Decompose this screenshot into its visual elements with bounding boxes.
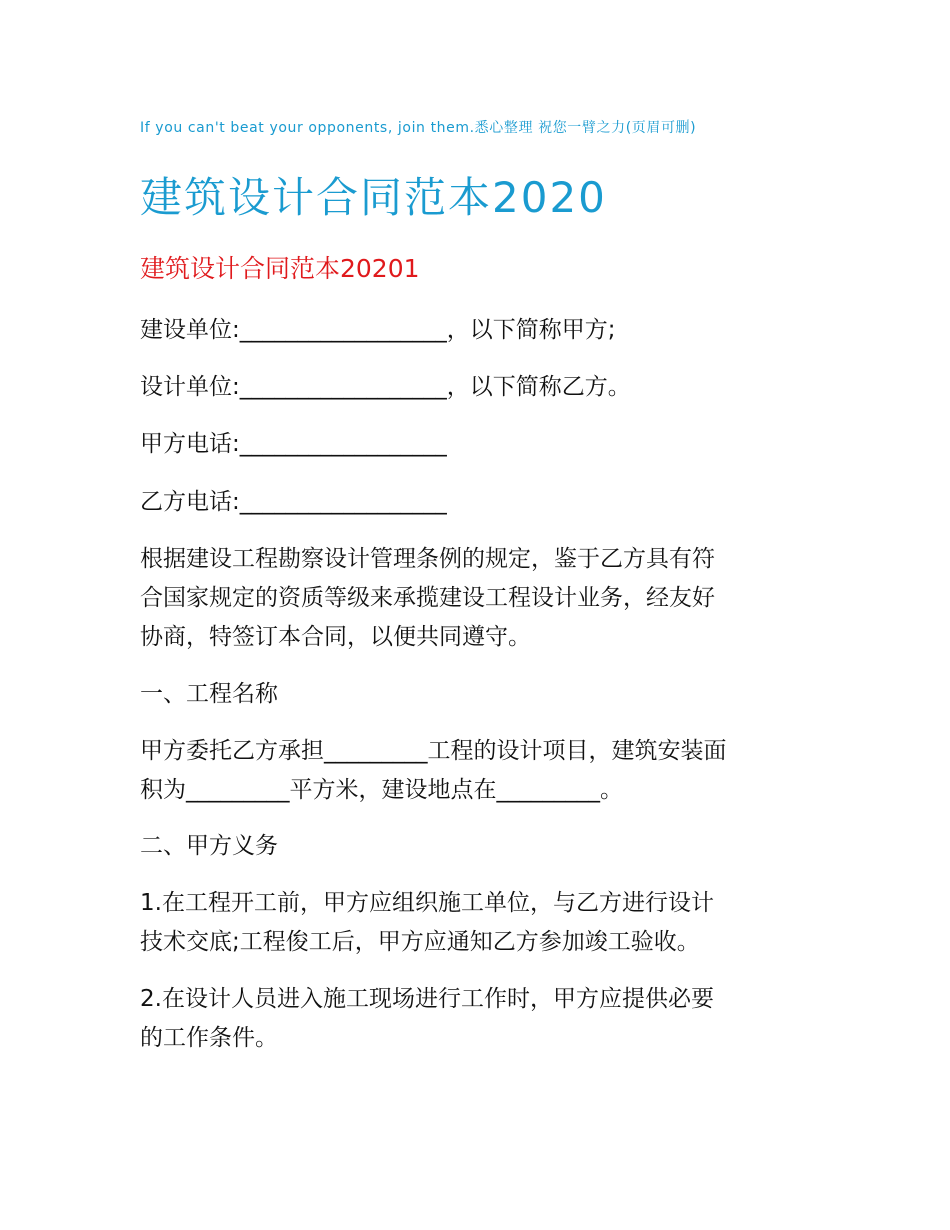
owner-unit-field: 建设单位:__________________，以下简称甲方; — [140, 317, 616, 343]
intro-line: 合国家规定的资质等级来承揽建设工程设计业务，经友好 — [140, 585, 715, 611]
intro-paragraph — [140, 540, 820, 657]
section1-line: 积为_________平方米，建设地点在_________。 — [140, 777, 623, 803]
intro-line: 根据建设工程勘察设计管理条例的规定，鉴于乙方具有符 — [140, 546, 715, 572]
party-b-phone-field: 乙方电话:__________________ — [140, 489, 447, 515]
page-header-note: If you can't beat your opponents, join them.悉心整理 祝您一臂之力(页眉可删) — [140, 120, 697, 136]
section2-item-2 — [140, 980, 820, 1058]
section2-item-1-line: 技术交底;工程俊工后，甲方应通知乙方参加竣工验收。 — [140, 929, 700, 955]
section1-paragraph — [140, 732, 820, 810]
party-a-phone-field: 甲方电话:__________________ — [140, 431, 447, 457]
section2-item-2-line: 的工作条件。 — [140, 1025, 278, 1051]
intro-line: 协商，特签订本合同，以便共同遵守。 — [140, 624, 531, 650]
section2-item-1-line: 1.在工程开工前，甲方应组织施工单位，与乙方进行设计 — [140, 890, 714, 916]
section1-line: 甲方委托乙方承担_________工程的设计项目，建筑安装面 — [140, 738, 727, 764]
document-title: 建筑设计合同范本2020 — [140, 173, 607, 222]
section2-item-1 — [140, 884, 820, 962]
document-subtitle: 建筑设计合同范本20201 — [140, 254, 420, 283]
section2-heading: 二、甲方义务 — [140, 833, 278, 859]
section2-item-2-line: 2.在设计人员进入施工现场进行工作时，甲方应提供必要 — [140, 986, 714, 1012]
design-unit-field: 设计单位:__________________，以下简称乙方。 — [140, 374, 631, 400]
section1-heading: 一、工程名称 — [140, 681, 278, 707]
